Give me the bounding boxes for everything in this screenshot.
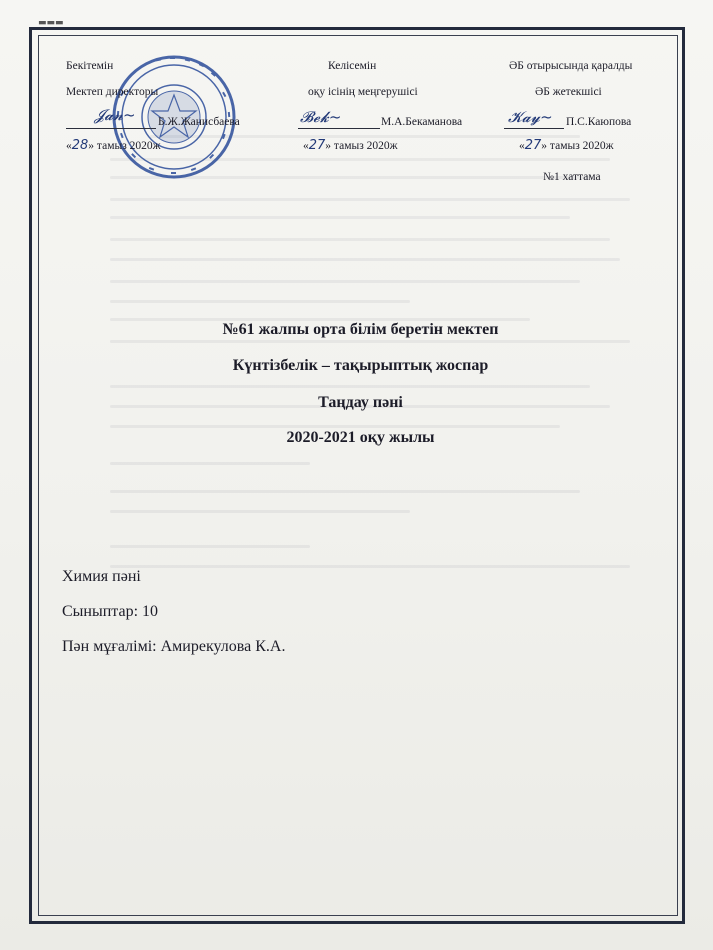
approval-right-date [519,139,614,153]
school-year: 2020-2021 оқу жылы [286,429,435,446]
date-open-quote: « [519,140,525,152]
approval-middle-day: 27 [308,138,326,153]
approval-left-heading: Бекітемін [66,60,114,72]
approval-left-sign-line [66,128,156,129]
plan-title: Күнтізбелік – тақырыптық жоспар [232,357,489,374]
teacher-label: Пән мұғалімі: Амирекулова К.А. [62,638,286,655]
date-open-quote: « [66,140,72,152]
subject-label: Химия пәні [62,568,141,585]
date-open-quote: « [303,140,309,152]
approval-right-signature: 𝓚𝓪𝔂~ [508,108,553,126]
approval-right-minutes: №1 хаттама [543,171,601,183]
approval-right-name: П.С.Каюпова [566,116,632,128]
date-month-year: » тамыз 2020ж [325,140,398,152]
approval-right-sign-line [504,128,564,129]
approval-right-heading: ӘБ отырысында қаралды [509,60,633,72]
approval-left-name: Б.Ж.Жанисбаева [158,116,240,128]
date-month-year: » тамыз 2020ж [541,140,614,152]
grades-label: Сыныптар: 10 [62,603,159,620]
school-title: №61 жалпы орта білім беретін мектеп [222,321,499,338]
approval-middle-sign-line [298,128,380,129]
date-month-year: » тамыз 2020ж [88,140,161,152]
approval-middle-date [303,139,398,153]
scan-mark: ▬▬▬ [38,18,64,28]
approval-right-role: ӘБ жетекшісі [535,86,602,98]
approval-middle-role: оқу ісінің меңгерушісі [308,86,418,98]
approval-middle-heading: Келісемін [328,60,377,72]
approval-left-date [66,139,161,153]
approval-middle-name: М.А.Бекаманова [381,116,463,128]
approval-left-role: Мектеп директоры [66,86,159,98]
course-title: Таңдау пәні [318,394,403,411]
approval-left-signature: 𝓙𝓪𝓷~ [94,106,136,124]
approval-right-day: 27 [524,138,542,153]
approval-middle-signature: 𝓑𝓮𝓴~ [300,108,342,126]
approval-left-day: 28 [71,138,89,153]
